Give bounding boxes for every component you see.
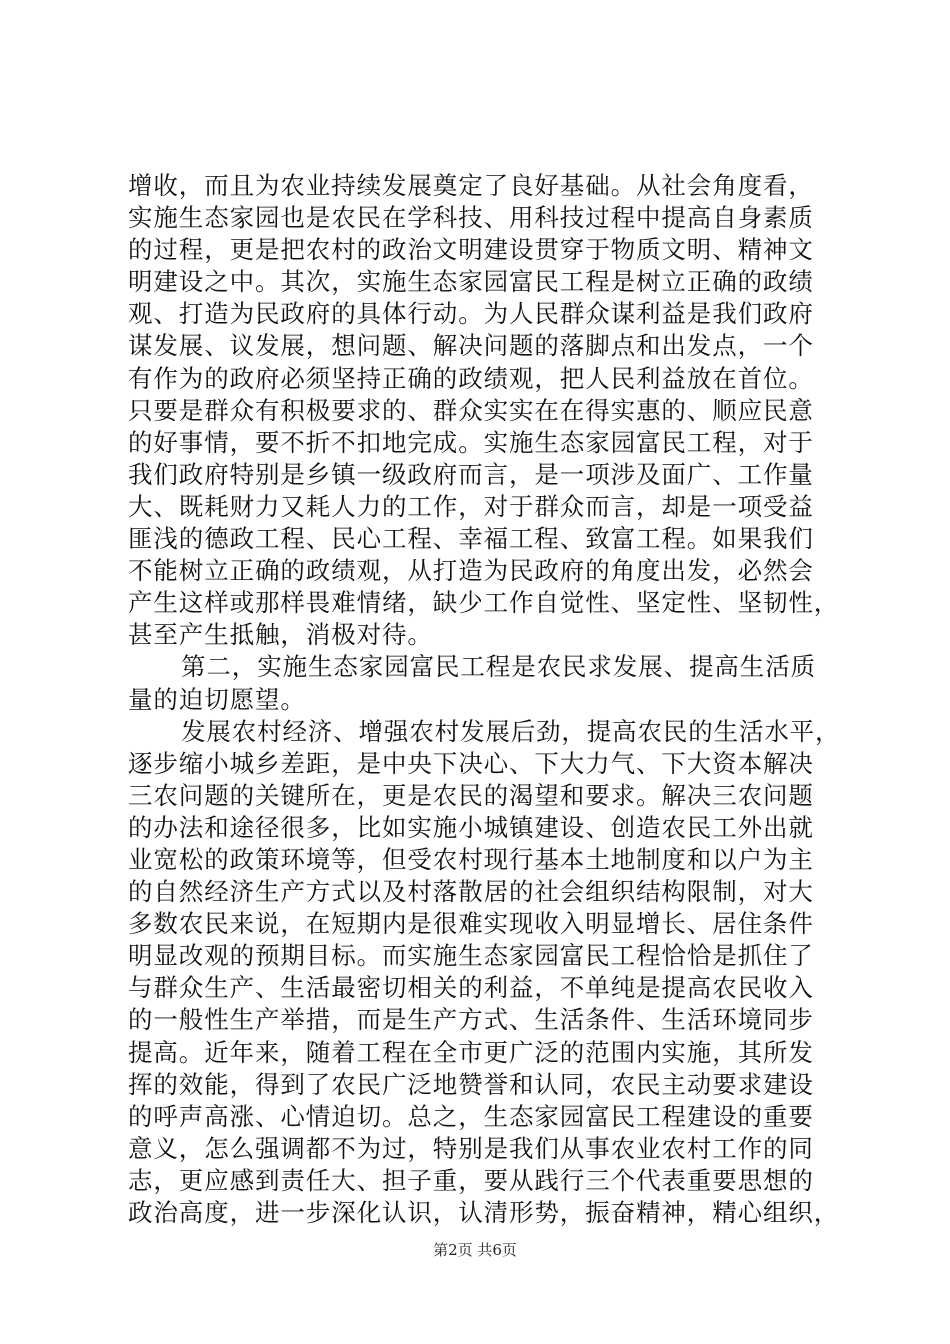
text-line: 提高。近年来，随着工程在全市更广泛的范围内实施，其所发 — [128, 1037, 814, 1067]
page-footer: 第2页 共6页 — [433, 1241, 517, 1259]
text-line: 的好事情，要不折不扣地完成。实施生态家园富民工程，对于 — [128, 427, 814, 457]
text-line: 匪浅的德政工程、民心工程、幸福工程、致富工程。如果我们 — [128, 524, 814, 554]
text-line: 产生这样或那样畏难情绪，缺少工作自觉性、坚定性、坚韧性， — [128, 588, 840, 618]
text-line: 业宽松的政策环境等，但受农村现行基本土地制度和以户为主 — [128, 844, 814, 874]
text-line: 有作为的政府必须坚持正确的政绩观，把人民利益放在首位。 — [128, 363, 814, 393]
text-line: 多数农民来说，在短期内是很难实现收入明显增长、居住条件 — [128, 909, 814, 939]
text-line: 的呼声高涨、心情迫切。总之，生态家园富民工程建设的重要 — [128, 1101, 814, 1131]
text-line: 实施生态家园也是农民在学科技、用科技过程中提高自身素质 — [128, 203, 814, 233]
text-line: 增收，而且为农业持续发展奠定了良好基础。从社会角度看， — [128, 171, 814, 200]
text-line: 挥的效能，得到了农民广泛地赞誉和认同，农民主动要求建设 — [128, 1069, 814, 1099]
text-line: 意义，怎么强调都不为过，特别是我们从事农业农村工作的同 — [128, 1133, 814, 1163]
text-line: 量的迫切愿望。 — [128, 684, 306, 714]
text-line: 明建设之中。其次，实施生态家园富民工程是树立正确的政绩 — [128, 267, 814, 297]
text-line: 只要是群众有积极要求的、群众实实在在得实惠的、顺应民意 — [128, 395, 814, 425]
text-line: 政治高度，进一步深化认识，认清形势，振奋精神，精心组织， — [128, 1198, 840, 1227]
text-line: 大、既耗财力又耗人力的工作，对于群众而言，却是一项受益 — [128, 491, 814, 521]
text-line: 志，更应感到责任大、担子重，要从践行三个代表重要思想的 — [128, 1165, 814, 1195]
text-line: 明显改观的预期目标。而实施生态家园富民工程恰恰是抓住了 — [128, 941, 814, 971]
text-line: 逐步缩小城乡差距，是中央下决心、下大力气、下大资本解决 — [128, 748, 814, 778]
text-line: 发展农村经济、增强农村发展后劲，提高农民的生活水平， — [181, 716, 841, 746]
text-line: 三农问题的关键所在，更是农民的渴望和要求。解决三农问题 — [128, 780, 814, 810]
text-line: 第二，实施生态家园富民工程是农民求发展、提高生活质 — [181, 652, 816, 682]
text-line: 的过程，更是把农村的政治文明建设贯穿于物质文明、精神文 — [128, 235, 814, 265]
text-line: 谋发展、议发展，想问题、解决问题的落脚点和出发点，一个 — [128, 331, 814, 361]
text-line: 的一般性生产举措，而是生产方式、生活条件、生活环境同步 — [128, 1005, 814, 1035]
text-line: 我们政府特别是乡镇一级政府而言，是一项涉及面广、工作量 — [128, 459, 814, 489]
body-text — [128, 170, 841, 1229]
text-line: 不能树立正确的政绩观，从打造为民政府的角度出发，必然会 — [128, 556, 814, 586]
text-line: 甚至产生抵触，消极对待。 — [128, 620, 433, 650]
text-line: 的办法和途径很多，比如实施小城镇建设、创造农民工外出就 — [128, 812, 814, 842]
text-line: 与群众生产、生活最密切相关的利益，不单纯是提高农民收入 — [128, 973, 814, 1003]
text-line: 的自然经济生产方式以及村落散居的社会组织结构限制，对大 — [128, 877, 814, 907]
text-line: 观、打造为民政府的具体行动。为人民群众谋利益是我们政府 — [128, 299, 814, 329]
